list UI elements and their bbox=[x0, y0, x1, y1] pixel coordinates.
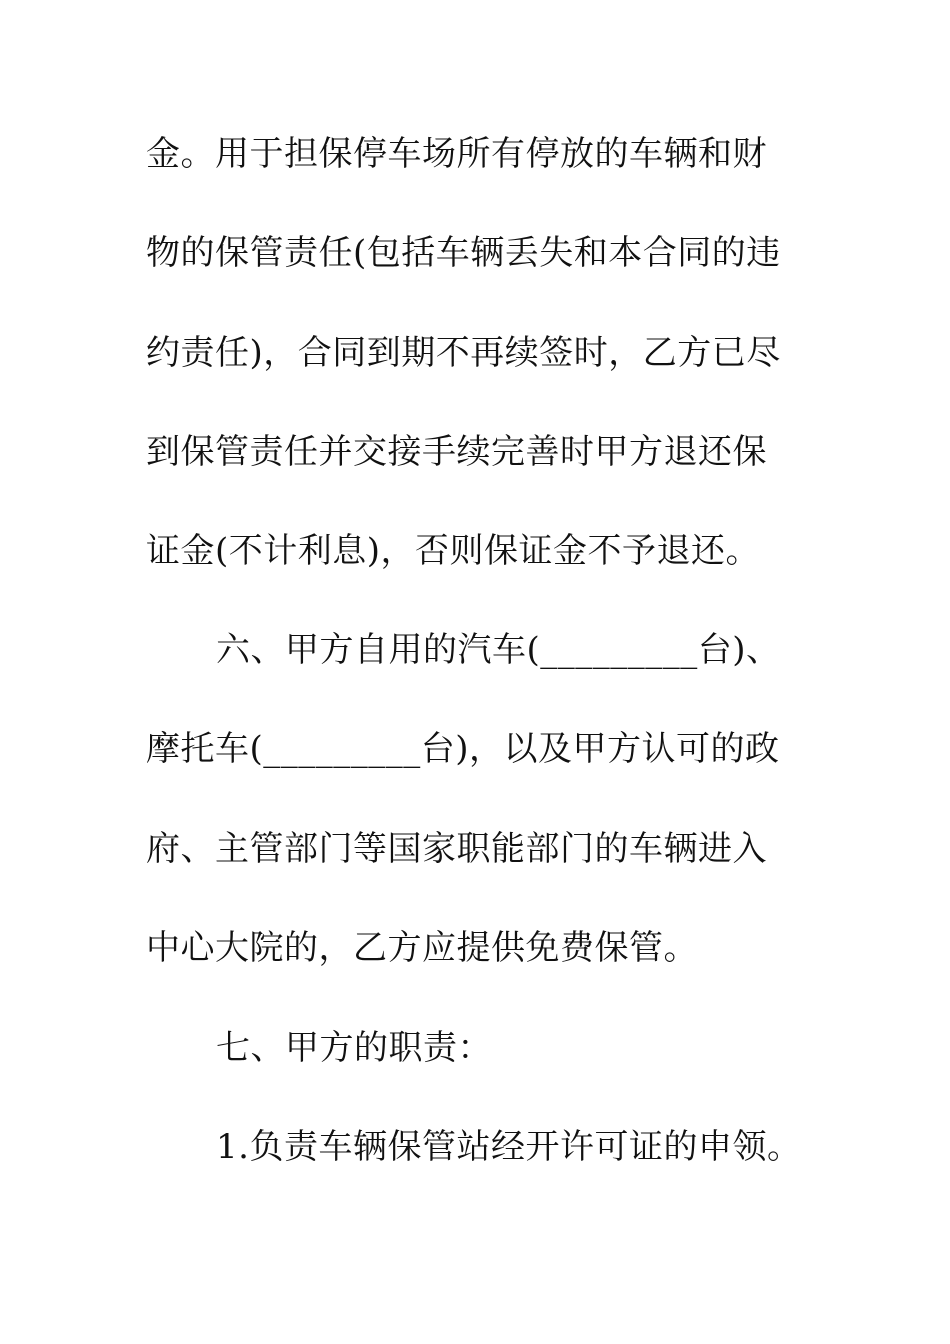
paragraph-line: 证金(不计利息)，否则保证金不予退还。 bbox=[146, 531, 761, 571]
clause-six-heading-line: 六、甲方自用的汽车(_________台)、 bbox=[216, 630, 781, 670]
paragraph-line: 物的保管责任(包括车辆丢失和本合同的违 bbox=[146, 233, 781, 273]
paragraph-line: 约责任)，合同到期不再续签时，乙方已尽 bbox=[146, 333, 781, 373]
paragraph-line: 摩托车(_________台)，以及甲方认可的政 bbox=[146, 729, 780, 769]
list-item: 1.负责车辆保管站经开许可证的申领。 bbox=[216, 1127, 802, 1167]
clause-seven-heading: 七、甲方的职责： bbox=[216, 1028, 492, 1068]
paragraph-line: 金。用于担保停车场所有停放的车辆和财 bbox=[146, 134, 767, 174]
paragraph-line: 府、主管部门等国家职能部门的车辆进入 bbox=[146, 829, 767, 869]
paragraph-line: 中心大院的，乙方应提供免费保管。 bbox=[146, 928, 698, 968]
paragraph-line: 到保管责任并交接手续完善时甲方退还保 bbox=[146, 432, 767, 472]
